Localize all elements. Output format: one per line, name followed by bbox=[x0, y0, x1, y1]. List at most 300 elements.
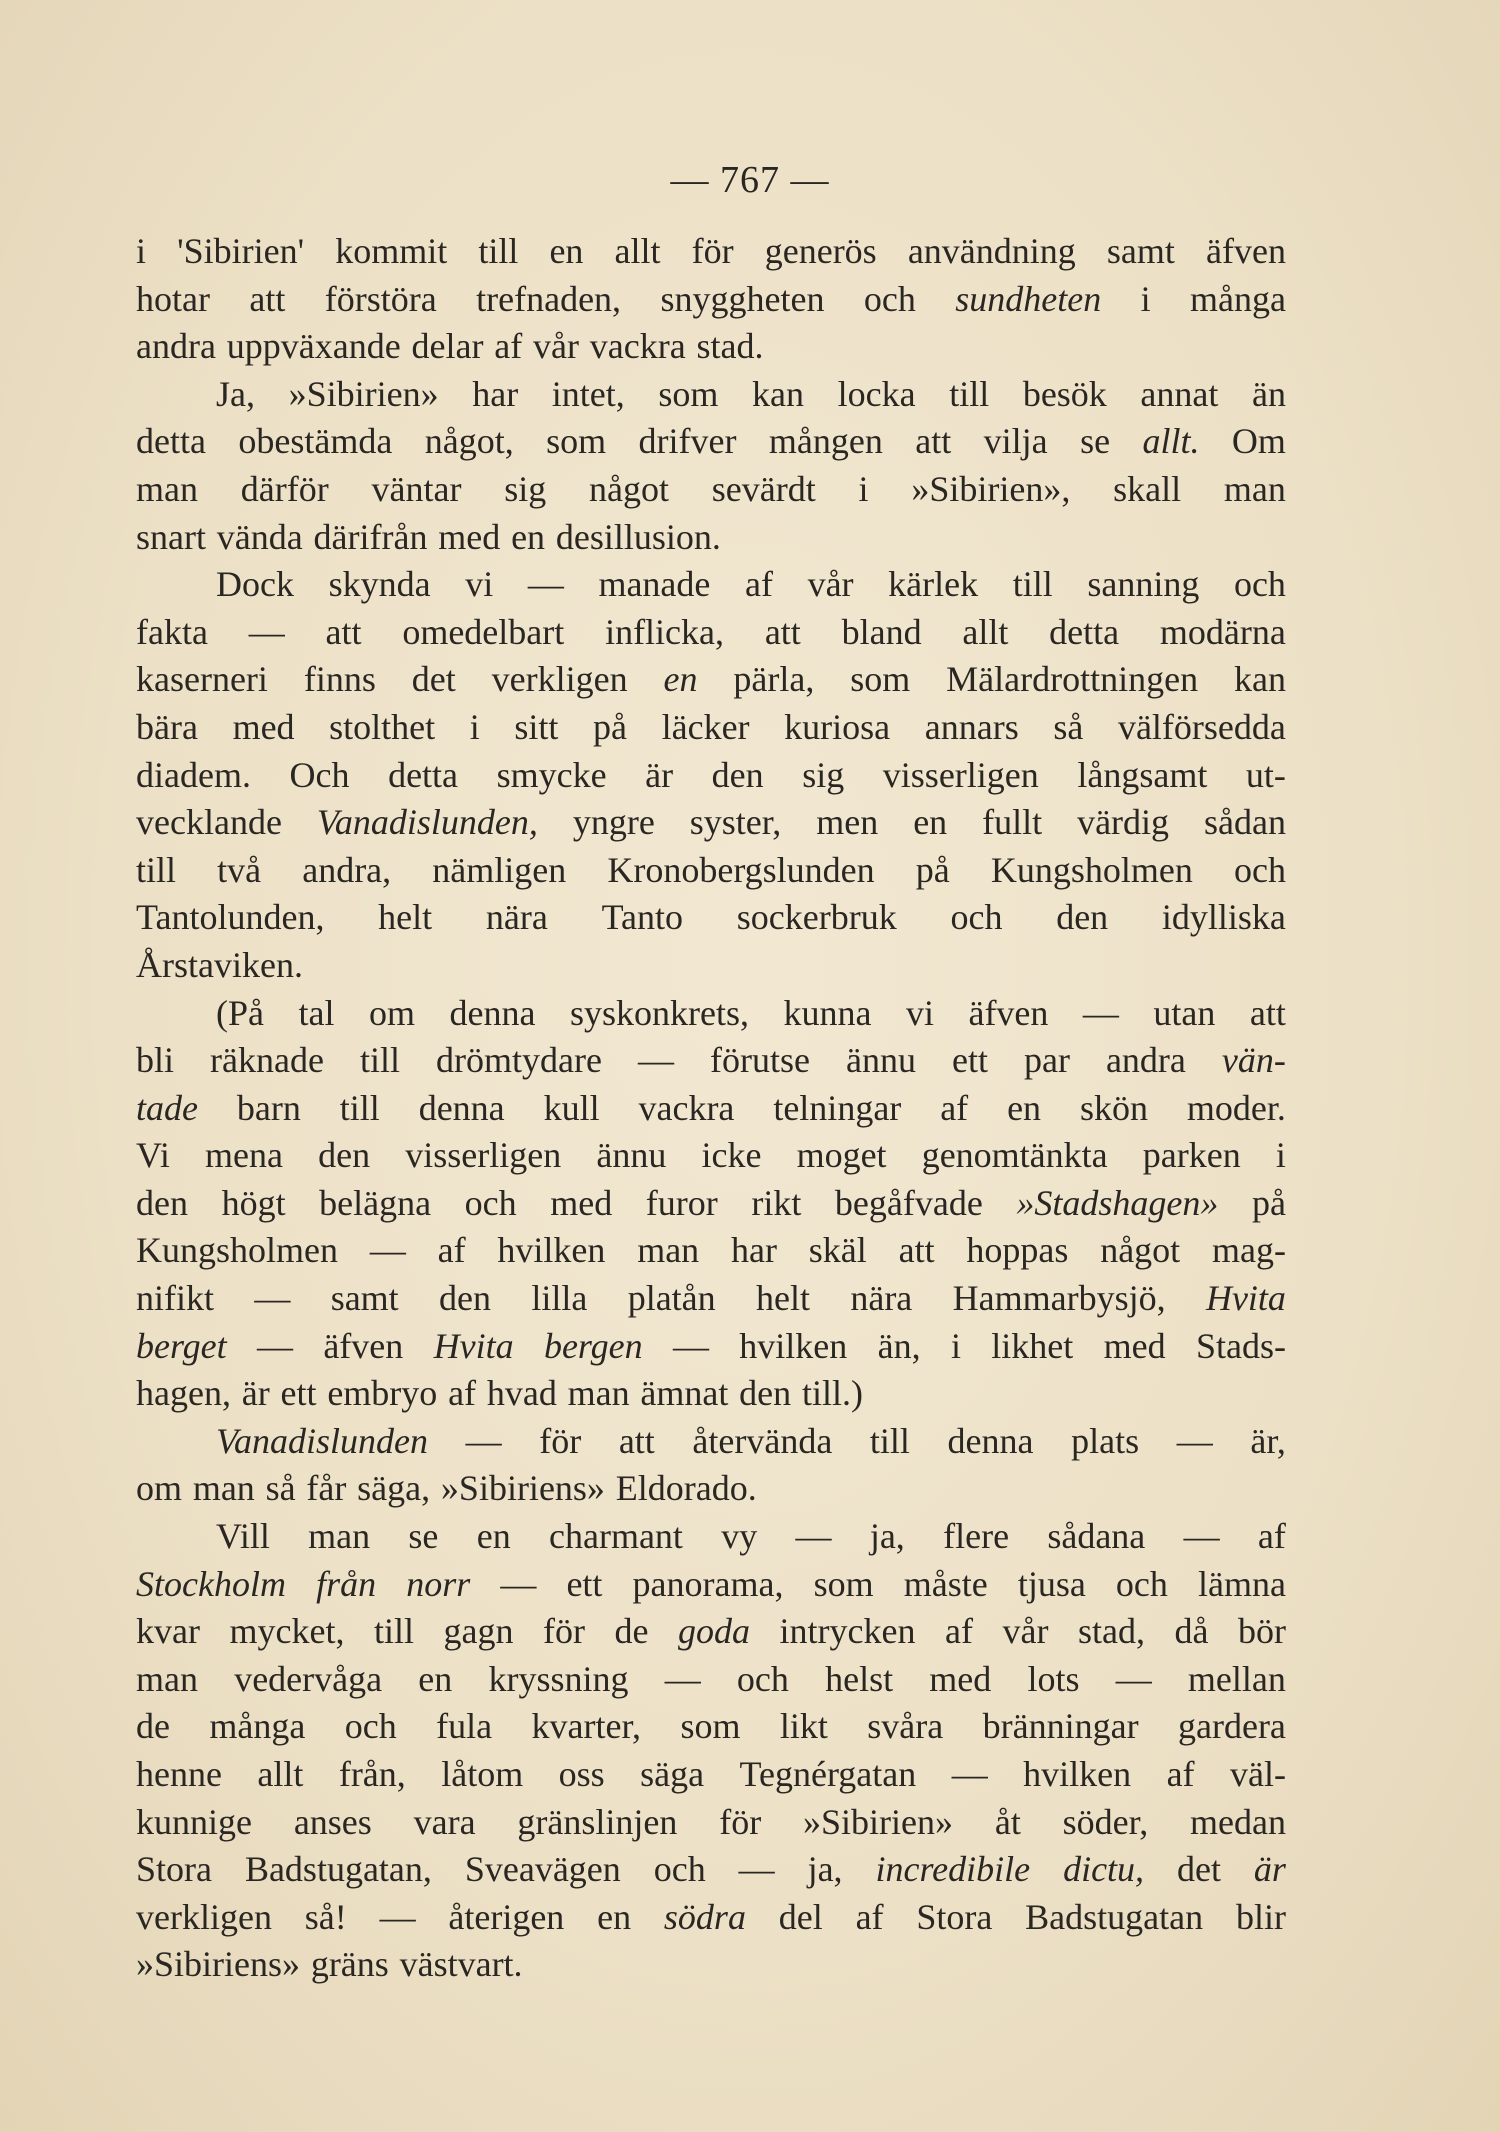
word: vända bbox=[216, 516, 303, 557]
word: andra bbox=[1105, 1040, 1186, 1081]
word: det bbox=[1176, 1849, 1221, 1890]
word: för bbox=[719, 1801, 762, 1842]
word: anses bbox=[293, 1801, 372, 1842]
word: Badstugatan bbox=[1025, 1896, 1204, 1937]
word: nämligen bbox=[432, 849, 567, 890]
word: locka bbox=[837, 373, 916, 414]
word: detta bbox=[1049, 611, 1120, 652]
word: vår bbox=[1002, 1611, 1049, 1652]
word: hvilken bbox=[497, 1230, 606, 1271]
word: väl- bbox=[1229, 1754, 1286, 1794]
word: henne bbox=[136, 1754, 222, 1794]
word: stad. bbox=[696, 326, 764, 367]
word: tjusa bbox=[1017, 1563, 1086, 1604]
word: den bbox=[711, 754, 764, 795]
word: ett bbox=[566, 1563, 603, 1604]
word: till bbox=[949, 373, 990, 414]
word: af bbox=[940, 1087, 969, 1128]
word: visserligen bbox=[405, 1135, 562, 1176]
word: kommit bbox=[335, 231, 448, 271]
word: man bbox=[637, 1230, 700, 1271]
word: vår bbox=[533, 326, 579, 367]
word: drifver bbox=[638, 421, 737, 462]
word: skall bbox=[1113, 468, 1182, 509]
text-line bbox=[136, 323, 1286, 371]
word: generös bbox=[764, 231, 877, 271]
word: allt. bbox=[1142, 421, 1200, 462]
word: en bbox=[597, 1896, 632, 1937]
word: det bbox=[411, 659, 456, 700]
word: likt bbox=[779, 1706, 828, 1747]
word: med bbox=[1103, 1325, 1166, 1366]
word: medan bbox=[1190, 1801, 1286, 1842]
page-number: — 767 — bbox=[670, 159, 830, 201]
word: från bbox=[316, 1563, 377, 1604]
word: väntar bbox=[371, 468, 462, 509]
word: och bbox=[1233, 564, 1286, 605]
word: sundheten bbox=[955, 278, 1102, 319]
word: som bbox=[813, 1563, 874, 1604]
word: ett bbox=[951, 1040, 988, 1081]
word: Vi bbox=[136, 1135, 170, 1176]
word: den bbox=[318, 1135, 371, 1176]
word: på bbox=[593, 706, 627, 747]
text-line bbox=[136, 1275, 1286, 1323]
word: den bbox=[1056, 897, 1109, 938]
word: desillusion. bbox=[555, 516, 721, 557]
word: detta bbox=[136, 421, 206, 462]
word: verkligen bbox=[136, 1896, 272, 1937]
word: besök bbox=[1022, 373, 1107, 414]
word: har bbox=[472, 373, 519, 414]
word: ännu bbox=[596, 1135, 667, 1176]
word: förutse bbox=[709, 1040, 810, 1081]
word: som bbox=[546, 421, 607, 462]
word: blir bbox=[1235, 1896, 1286, 1937]
word: — bbox=[1115, 1658, 1152, 1699]
text-line bbox=[136, 1085, 1286, 1133]
word: på bbox=[915, 849, 950, 890]
word: denna bbox=[947, 1420, 1034, 1461]
word: rikt bbox=[751, 1182, 802, 1223]
word: diadem. bbox=[136, 754, 251, 795]
text-line bbox=[136, 1465, 1286, 1513]
word: till.) bbox=[801, 1373, 863, 1414]
word: »Stadshagen» bbox=[1016, 1182, 1219, 1223]
word: moget bbox=[796, 1135, 887, 1176]
word: goda bbox=[678, 1611, 750, 1652]
word: två bbox=[217, 849, 262, 890]
word: på bbox=[1251, 1182, 1286, 1223]
word: trefnaden, bbox=[476, 278, 622, 319]
text-line bbox=[136, 1132, 1286, 1180]
text-line bbox=[136, 704, 1286, 752]
word: tal bbox=[298, 992, 335, 1033]
word: yngre bbox=[572, 802, 655, 843]
word: — bbox=[637, 1040, 674, 1081]
word: hotar bbox=[136, 278, 210, 319]
word: en bbox=[511, 516, 546, 557]
word: med bbox=[232, 706, 295, 747]
word: skäl bbox=[808, 1230, 867, 1271]
word: Tanto bbox=[601, 897, 684, 938]
word: och bbox=[1115, 1563, 1168, 1604]
word: den bbox=[439, 1278, 492, 1319]
word: af bbox=[944, 1611, 973, 1652]
word: som bbox=[658, 373, 719, 414]
word: helt bbox=[378, 897, 433, 938]
word: — bbox=[369, 1230, 406, 1271]
word: vår bbox=[807, 564, 854, 605]
text-line bbox=[136, 1608, 1286, 1656]
word: helst bbox=[825, 1658, 894, 1699]
word: de bbox=[136, 1706, 170, 1747]
word: — bbox=[254, 1278, 291, 1319]
word: många bbox=[1190, 278, 1286, 319]
word: charmant bbox=[549, 1516, 683, 1557]
word: intet, bbox=[551, 373, 625, 414]
word: västvart. bbox=[399, 1944, 523, 1985]
word: likhet bbox=[991, 1325, 1074, 1366]
word: säga bbox=[640, 1754, 705, 1794]
word: att bbox=[915, 421, 952, 462]
word: icke bbox=[701, 1135, 762, 1176]
text-line bbox=[136, 1894, 1286, 1942]
word: flere bbox=[943, 1516, 1010, 1557]
word: »Sibiriens» bbox=[440, 1468, 605, 1509]
word: Mälardrottningen bbox=[946, 659, 1199, 700]
word: pärla, bbox=[733, 659, 815, 700]
body-text bbox=[136, 228, 1286, 1989]
word: modärna bbox=[1159, 611, 1286, 652]
word: kryssning bbox=[488, 1658, 629, 1699]
word: andra bbox=[136, 326, 216, 367]
text-line bbox=[136, 1656, 1286, 1704]
word: så! bbox=[304, 1896, 347, 1937]
word: nära bbox=[850, 1278, 913, 1319]
word: syster, bbox=[689, 802, 782, 843]
word: bära bbox=[136, 706, 198, 747]
word: annars bbox=[924, 706, 1019, 747]
text-line bbox=[136, 1418, 1286, 1466]
word: detta bbox=[388, 754, 459, 795]
word: stolthet bbox=[329, 706, 436, 747]
word: långsamt bbox=[1077, 754, 1208, 795]
word: Hvita bbox=[433, 1325, 514, 1366]
word: i bbox=[1140, 278, 1151, 319]
word: Hammarbysjö, bbox=[952, 1278, 1166, 1319]
word: af bbox=[1257, 1516, 1286, 1557]
word: värdig bbox=[1077, 802, 1170, 843]
word: »Sibiriens» bbox=[136, 1944, 301, 1985]
word: Kungsholmen bbox=[990, 849, 1193, 890]
text-line bbox=[136, 1227, 1286, 1275]
word: — bbox=[500, 1563, 537, 1604]
text-line bbox=[136, 609, 1286, 657]
word: bör bbox=[1237, 1611, 1286, 1652]
word: då bbox=[1174, 1611, 1209, 1652]
word: och bbox=[863, 278, 916, 319]
word: se bbox=[1080, 421, 1111, 462]
word: kaserneri bbox=[136, 659, 268, 700]
word: men bbox=[816, 802, 879, 843]
word: allt bbox=[614, 231, 661, 271]
word: ja, bbox=[869, 1516, 905, 1557]
word: kvarter, bbox=[531, 1706, 642, 1747]
word: — bbox=[465, 1420, 502, 1461]
word: norr bbox=[406, 1563, 471, 1604]
word: hvad bbox=[486, 1373, 557, 1414]
word: andra, bbox=[302, 849, 392, 890]
word: om bbox=[368, 992, 415, 1033]
word: en bbox=[663, 659, 698, 700]
word: en bbox=[1007, 1087, 1042, 1128]
word: finns bbox=[303, 659, 376, 700]
word: den bbox=[739, 1373, 792, 1414]
word: måste bbox=[903, 1563, 988, 1604]
word: Vanadislunden, bbox=[316, 802, 538, 843]
word: kan bbox=[1234, 659, 1286, 700]
text-line bbox=[136, 1370, 1286, 1418]
word: med bbox=[438, 516, 501, 557]
word: — bbox=[795, 1516, 832, 1557]
word: hvilken bbox=[1023, 1754, 1132, 1794]
word: delar bbox=[411, 326, 484, 367]
word: kunna bbox=[783, 992, 872, 1033]
word: om bbox=[136, 1468, 183, 1509]
word: i bbox=[1275, 1135, 1286, 1176]
word: allt bbox=[257, 1754, 304, 1794]
word: snart bbox=[136, 516, 206, 557]
word: återvända bbox=[692, 1420, 833, 1461]
word: manade bbox=[598, 564, 711, 605]
word: man bbox=[192, 1468, 255, 1509]
word: gagn bbox=[443, 1611, 514, 1652]
word: högt bbox=[221, 1182, 286, 1223]
word: — bbox=[1176, 1420, 1213, 1461]
word: gränslinjen bbox=[517, 1801, 678, 1842]
word: vy bbox=[721, 1516, 758, 1557]
word: af bbox=[448, 1373, 477, 1414]
word: vedervåga bbox=[234, 1658, 383, 1699]
word: utan bbox=[1153, 992, 1216, 1033]
word: användning bbox=[907, 231, 1076, 271]
word: är bbox=[645, 754, 674, 795]
word: till bbox=[869, 1420, 910, 1461]
word: till bbox=[359, 1040, 400, 1081]
word: södra bbox=[663, 1896, 746, 1937]
word: något bbox=[589, 468, 670, 509]
word: platån bbox=[627, 1278, 716, 1319]
word: af bbox=[1166, 1754, 1195, 1794]
word: än, bbox=[877, 1325, 921, 1366]
word: Vill bbox=[216, 1516, 270, 1557]
word: Dock bbox=[216, 564, 294, 605]
word: låtom bbox=[441, 1754, 524, 1794]
word: fula bbox=[436, 1706, 493, 1747]
word: »Sibirien» bbox=[803, 1801, 954, 1842]
word: som bbox=[680, 1706, 741, 1747]
word: annat bbox=[1140, 373, 1219, 414]
word: Kronobergslunden bbox=[607, 849, 875, 890]
word: Om bbox=[1231, 421, 1286, 462]
word: ja, bbox=[807, 1849, 843, 1890]
word: — bbox=[527, 564, 564, 605]
word: från, bbox=[338, 1754, 406, 1794]
word: Stockholm bbox=[136, 1563, 286, 1604]
word: Tantolunden, bbox=[136, 897, 325, 938]
word: — bbox=[248, 611, 285, 652]
word: ännu bbox=[845, 1040, 916, 1081]
word: smycke bbox=[496, 754, 607, 795]
word: svåra bbox=[867, 1706, 944, 1747]
word: — bbox=[664, 1658, 701, 1699]
text-line bbox=[136, 894, 1286, 942]
word: återigen bbox=[448, 1896, 565, 1937]
text-line bbox=[136, 847, 1286, 895]
word: — bbox=[379, 1896, 416, 1937]
word: sanning bbox=[1087, 564, 1200, 605]
word: kull bbox=[543, 1087, 600, 1128]
word: allt bbox=[962, 611, 1009, 652]
word: sevärdt bbox=[711, 468, 816, 509]
text-line bbox=[136, 1513, 1286, 1561]
word: vecklande bbox=[136, 802, 282, 843]
word: Kungsholmen bbox=[136, 1230, 338, 1271]
text-line bbox=[136, 656, 1286, 704]
word: »Sibirien» bbox=[288, 373, 439, 414]
word: hvilken bbox=[739, 1325, 848, 1366]
word: sådana bbox=[1047, 1516, 1146, 1557]
word: — bbox=[951, 1754, 988, 1794]
word: samt bbox=[1106, 231, 1175, 271]
word: — bbox=[256, 1325, 293, 1366]
word: fullt bbox=[982, 802, 1043, 843]
word: lots bbox=[1027, 1658, 1080, 1699]
word: af bbox=[437, 1230, 466, 1271]
text-line bbox=[136, 990, 1286, 1038]
word: att bbox=[898, 1230, 935, 1271]
word: hoppas bbox=[966, 1230, 1069, 1271]
word: man bbox=[567, 1373, 630, 1414]
word: till bbox=[373, 1611, 414, 1652]
word: Badstugatan, bbox=[244, 1849, 432, 1890]
word: man bbox=[136, 468, 198, 509]
word: tade bbox=[136, 1087, 198, 1128]
word: till bbox=[1012, 564, 1053, 605]
word: panorama, bbox=[632, 1563, 784, 1604]
text-line bbox=[136, 752, 1286, 800]
word: är, bbox=[1250, 1420, 1286, 1461]
word: räknade bbox=[210, 1040, 324, 1081]
word: genomtänkta bbox=[921, 1135, 1108, 1176]
word: man bbox=[136, 1658, 198, 1699]
word: som bbox=[850, 659, 911, 700]
word: bli bbox=[136, 1040, 175, 1081]
word: i bbox=[136, 231, 147, 271]
word: se bbox=[408, 1516, 439, 1557]
word: — bbox=[672, 1325, 709, 1366]
word: Årstaviken. bbox=[136, 944, 303, 985]
word: man bbox=[1223, 468, 1286, 509]
word: till bbox=[339, 1087, 380, 1128]
word: att bbox=[325, 611, 362, 652]
text-line bbox=[136, 276, 1286, 324]
word: plats bbox=[1071, 1420, 1140, 1461]
text-line bbox=[136, 942, 1286, 990]
word: samt bbox=[330, 1278, 399, 1319]
word: säga, bbox=[357, 1468, 431, 1509]
word: verkligen bbox=[491, 659, 628, 700]
word: gardera bbox=[1178, 1706, 1286, 1747]
word: till bbox=[136, 849, 177, 890]
word: något bbox=[1100, 1230, 1181, 1271]
word: en bbox=[913, 802, 948, 843]
word: begåfvade bbox=[834, 1182, 983, 1223]
word: en bbox=[418, 1658, 453, 1699]
word: till bbox=[478, 231, 519, 271]
word: idylliska bbox=[1161, 897, 1286, 938]
word: Sveavägen bbox=[464, 1849, 621, 1890]
word: att bbox=[249, 278, 286, 319]
word: därifrån bbox=[313, 516, 428, 557]
word: för bbox=[539, 1420, 582, 1461]
word: i bbox=[469, 706, 480, 747]
word: mellan bbox=[1187, 1658, 1286, 1699]
word: vara bbox=[413, 1801, 476, 1842]
word: skynda bbox=[328, 564, 431, 605]
word: belägna bbox=[319, 1182, 432, 1223]
word: därför bbox=[240, 468, 329, 509]
word: äfven bbox=[1206, 231, 1286, 271]
word: lämna bbox=[1198, 1563, 1286, 1604]
word: hagen, bbox=[136, 1373, 231, 1414]
word: för bbox=[543, 1611, 585, 1652]
word: sådan bbox=[1204, 802, 1286, 843]
word: har bbox=[731, 1230, 777, 1271]
word: äfven bbox=[968, 992, 1049, 1033]
text-line bbox=[136, 1323, 1286, 1371]
word: en bbox=[549, 231, 584, 271]
word: moder. bbox=[1186, 1087, 1286, 1128]
word: syskonkrets, bbox=[569, 992, 749, 1033]
text-line bbox=[136, 1180, 1286, 1228]
word: och bbox=[653, 1849, 706, 1890]
text-line bbox=[136, 1037, 1286, 1085]
word: kvar bbox=[136, 1611, 200, 1652]
word: vi bbox=[905, 992, 934, 1033]
word: Tegnérgatan bbox=[739, 1754, 917, 1794]
word: så bbox=[1053, 706, 1084, 747]
word: i bbox=[858, 468, 869, 509]
word: helt bbox=[756, 1278, 810, 1319]
word: de bbox=[614, 1611, 649, 1652]
word: vi bbox=[465, 564, 494, 605]
word: del bbox=[778, 1896, 823, 1937]
word: kuriosa bbox=[784, 706, 891, 747]
word: stad, bbox=[1077, 1611, 1145, 1652]
word: mag- bbox=[1212, 1230, 1286, 1271]
word: bergen bbox=[543, 1325, 643, 1366]
word: nifikt bbox=[136, 1278, 214, 1319]
word: telningar bbox=[773, 1087, 902, 1128]
text-line bbox=[136, 514, 1286, 562]
word: kärlek bbox=[888, 564, 979, 605]
word: söder, bbox=[1062, 1801, 1149, 1842]
word: Stora bbox=[136, 1849, 212, 1890]
text-line bbox=[136, 1846, 1286, 1894]
word: sig bbox=[802, 754, 845, 795]
